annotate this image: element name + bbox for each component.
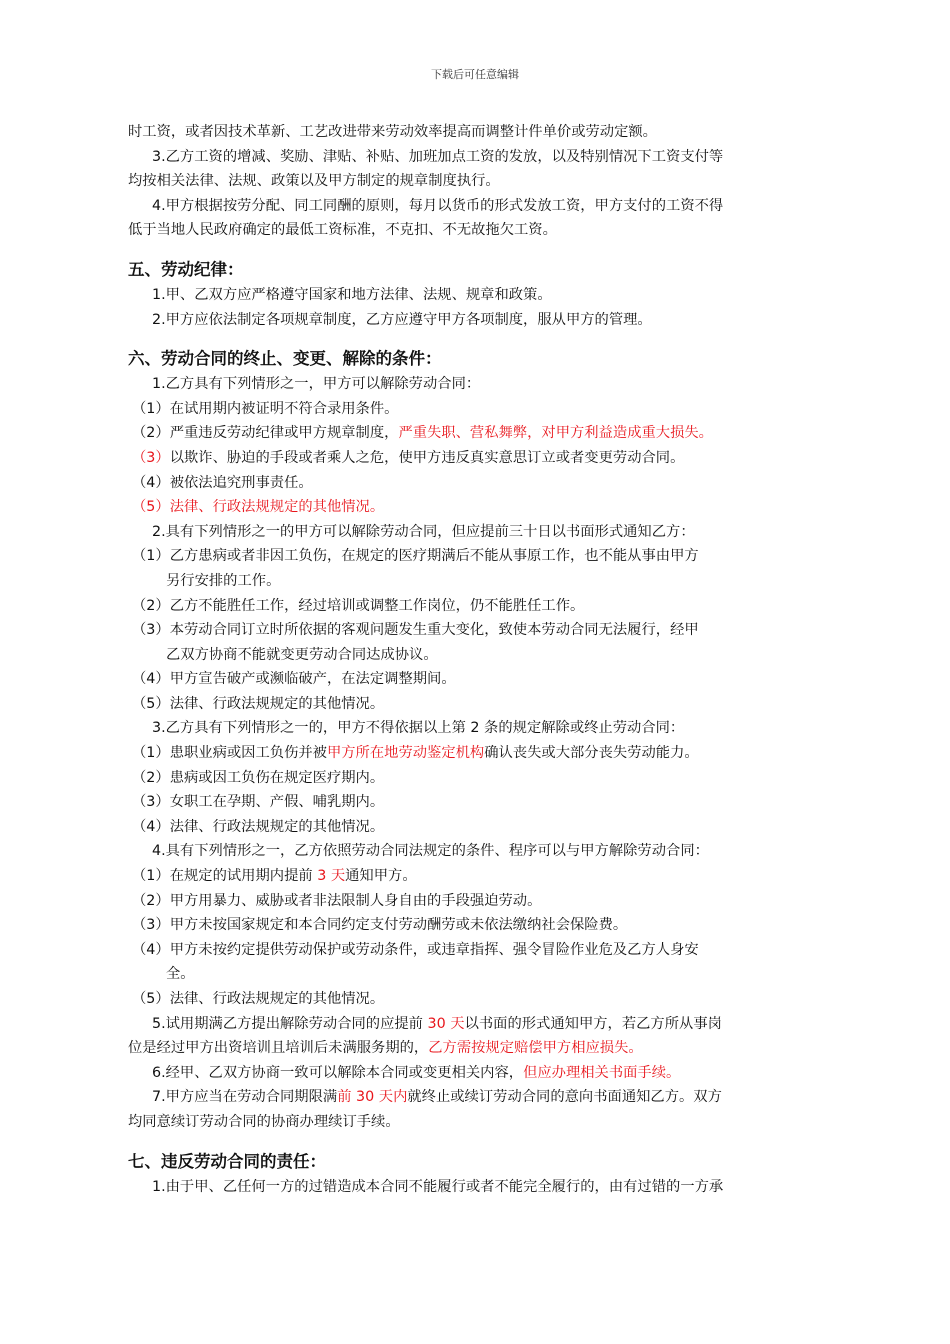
clause: 4.具有下列情形之一，乙方依照劳动合同法规定的条件、程序可以与甲方解除劳动合同： — [152, 843, 709, 860]
clause: 2.具有下列情形之一的甲方可以解除劳动合同，但应提前三十日以书面形式通知乙方： — [152, 523, 695, 540]
paragraph-line: 4.甲方根据按劳分配、同工同酬的原则，每月以货币的形式发放工资，甲方支付的工资不得 — [152, 197, 724, 214]
highlighted-text: 30 天 — [427, 1015, 465, 1032]
sub-clause — [128, 741, 828, 766]
sub-clause-continued: 另行安排的工作。 — [166, 572, 281, 589]
clause: 1.乙方具有下列情形之一，甲方可以解除劳动合同： — [152, 376, 481, 393]
sub-clause: （3）女职工在孕期、产假、哺乳期内。 — [132, 794, 385, 811]
clause: 1.甲、乙双方应严格遵守国家和地方法律、法规、规章和政策。 — [152, 286, 552, 303]
sub-clause: （2）患病或因工负伤在规定医疗期内。 — [132, 769, 385, 786]
highlighted-text: 但应办理相关书面手续。 — [523, 1064, 681, 1081]
clause-text: 通知甲方。 — [345, 868, 417, 885]
clause — [128, 1085, 828, 1110]
clause-text: 5.试用期满乙方提出解除劳动合同的应提前 — [152, 1015, 428, 1032]
sub-clause — [128, 421, 828, 446]
paragraph-line: 时工资，或者因技术革新、工艺改进带来劳动效率提高而调整计件单价或劳动定额。 — [128, 124, 657, 140]
clause-text: 位是经过甲方出资培训且培训后未满服务期的， — [128, 1040, 429, 1057]
clause-text: （2）严重违反劳动纪律或甲方规章制度， — [132, 425, 399, 442]
highlighted-text: 乙方需按规定赔偿甲方相应损失。 — [428, 1040, 643, 1057]
clause — [128, 1012, 828, 1037]
highlighted-text: 3 天 — [317, 868, 346, 885]
sub-clause: （1）乙方患病或者非因工负伤，在规定的医疗期满后不能从事原工作，也不能从事由甲方 — [132, 548, 699, 565]
highlighted-text: 甲方所在地劳动鉴定机构 — [326, 745, 485, 762]
sub-clause: （5）法律、行政法规规定的其他情况。 — [132, 695, 385, 712]
clause: 3.乙方具有下列情形之一的，甲方不得依据以上第 2 条的规定解除或终止劳动合同： — [152, 720, 685, 737]
clause-text: （1）患职业病或因工负伤并被 — [132, 745, 327, 762]
clause-text: （1）在规定的试用期内提前 — [132, 868, 318, 885]
highlighted-text: （3） — [132, 449, 170, 466]
paragraph-line: 低于当地人民政府确定的最低工资标准，不克扣、不无故拖欠工资。 — [128, 222, 557, 239]
clause — [128, 1061, 828, 1086]
sub-clause: （4）被依法追究刑事责任。 — [132, 474, 313, 491]
clause-text: 6.经甲、乙双方协商一致可以解除本合同或变更相关内容， — [152, 1064, 524, 1081]
clause-text: 7.甲方应当在劳动合同期限满 — [152, 1089, 338, 1106]
sub-clause: （5）法律、行政法规规定的其他情况。 — [132, 991, 385, 1007]
clause-text: 就终止或续订劳动合同的意向书面通知乙方。双方 — [407, 1089, 722, 1106]
sub-clause: （3）甲方未按国家规定和本合同约定支付劳动酬劳或未依法缴纳社会保险费。 — [132, 917, 628, 934]
sub-clause: （2）乙方不能胜任工作，经过培训或调整工作岗位，仍不能胜任工作。 — [132, 597, 585, 614]
sub-clause: （2）甲方用暴力、威胁或者非法限制人身自由的手段强迫劳动。 — [132, 892, 542, 909]
clause-text: 以书面的形式通知甲方， — [464, 1015, 622, 1032]
sub-clause — [128, 446, 828, 471]
paragraph-line: 3.乙方工资的增减、奖励、津贴、补贴、加班加点工资的发放，以及特别情况下工资支付等 — [152, 148, 724, 165]
sub-clause: （4）法律、行政法规规定的其他情况。 — [132, 818, 385, 835]
section-heading: 五、劳动纪律： — [128, 259, 244, 279]
page-header: 下载后可任意编辑 — [431, 68, 519, 81]
section-heading: 七、违反劳动合同的责任： — [128, 1151, 326, 1171]
sub-clause-continued: 乙双方协商不能就变更劳动合同达成协议。 — [166, 646, 438, 663]
clause-text: 若乙方所从事岗 — [621, 1015, 722, 1032]
paragraph-line: 均按相关法律、法规、政策以及甲方制定的规章制度执行。 — [128, 173, 500, 190]
clause-text: 确认丧失或大部分丧失劳动能力。 — [484, 745, 699, 762]
highlighted-text: 严重失职、营私舞弊，对甲方利益造成重大损失。 — [398, 425, 713, 442]
sub-clause-continued: 全。 — [166, 966, 195, 983]
sub-clause: （5）法律、行政法规规定的其他情况。 — [132, 499, 385, 516]
clause-continued: 均同意续订劳动合同的协商办理续订手续。 — [128, 1113, 400, 1130]
section-heading: 六、劳动合同的终止、变更、解除的条件： — [128, 349, 442, 369]
sub-clause: （4）甲方宣告破产或濒临破产，在法定调整期间。 — [132, 671, 456, 688]
sub-clause: （3）本劳动合同订立时所依据的客观问题发生重大变化，致使本劳动合同无法履行，经甲 — [132, 622, 699, 639]
clause: 1.由于甲、乙任何一方的过错造成本合同不能履行或者不能完全履行的，由有过错的一方承 — [152, 1178, 724, 1195]
document-body — [128, 120, 828, 1199]
highlighted-text: 前 30 天内 — [337, 1089, 408, 1106]
sub-clause — [128, 864, 828, 889]
sub-clause: （4）甲方未按约定提供劳动保护或劳动条件，或违章指挥、强令冒险作业危及乙方人身安 — [132, 941, 699, 958]
clause-text: 以欺诈、胁迫的手段或者乘人之危，使甲方违反真实意思订立或者变更劳动合同。 — [169, 449, 685, 466]
clause: 2.甲方应依法制定各项规章制度，乙方应遵守甲方各项制度，服从甲方的管理。 — [152, 311, 652, 328]
clause-continued — [128, 1036, 828, 1061]
sub-clause: （1）在试用期内被证明不符合录用条件。 — [132, 400, 399, 417]
